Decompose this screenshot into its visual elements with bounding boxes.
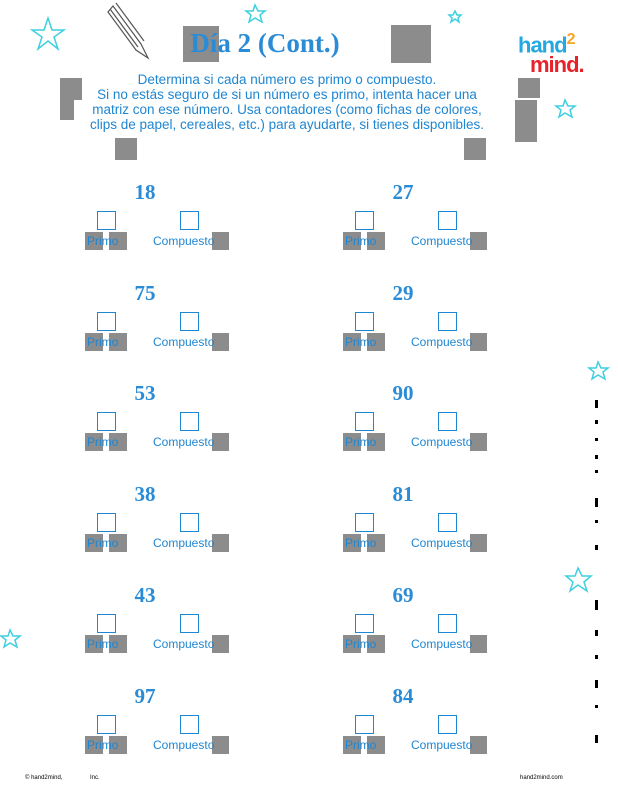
redaction-block — [115, 138, 137, 160]
prime-checkbox[interactable] — [97, 412, 116, 431]
composite-checkbox[interactable] — [180, 312, 199, 331]
composite-label: Compuesto — [153, 536, 215, 550]
redaction-block — [470, 232, 487, 250]
redaction-block — [515, 100, 537, 142]
star-icon — [246, 5, 265, 22]
composite-label: Compuesto — [153, 435, 215, 449]
star-icon — [566, 568, 591, 591]
composite-label: Compuesto — [153, 335, 215, 349]
prime-checkbox[interactable] — [355, 211, 374, 230]
composite-label: Compuesto — [411, 435, 473, 449]
prime-label: Primo — [87, 738, 119, 752]
problem-number: 53 — [134, 381, 156, 405]
prime-label: Primo — [87, 234, 119, 248]
prime-label: Primo — [345, 536, 377, 550]
composite-checkbox[interactable] — [180, 614, 199, 633]
star-icon — [449, 11, 461, 22]
prime-label: Primo — [87, 536, 119, 550]
prime-label: Primo — [345, 234, 377, 248]
problem-number: 18 — [134, 180, 156, 204]
pencil-icon — [108, 3, 148, 58]
composite-checkbox[interactable] — [438, 312, 457, 331]
redaction-block — [212, 232, 229, 250]
composite-label: Compuesto — [153, 234, 215, 248]
problem-number: 81 — [392, 482, 414, 506]
page-title: Día 2 (Cont.) — [190, 28, 340, 58]
composite-label: Compuesto — [411, 536, 473, 550]
composite-checkbox[interactable] — [438, 211, 457, 230]
problem-number: 97 — [134, 684, 156, 708]
composite-label: Compuesto — [411, 234, 473, 248]
composite-checkbox[interactable] — [180, 211, 199, 230]
problem-number: 75 — [134, 281, 156, 305]
problem-number: 29 — [392, 281, 414, 305]
prime-label: Primo — [345, 435, 377, 449]
composite-label: Compuesto — [153, 738, 215, 752]
prime-label: Primo — [87, 637, 119, 651]
problem-number: 38 — [134, 482, 156, 506]
star-icon — [556, 100, 575, 117]
prime-checkbox[interactable] — [355, 312, 374, 331]
composite-checkbox[interactable] — [438, 412, 457, 431]
redaction-block — [212, 333, 229, 351]
prime-checkbox[interactable] — [97, 715, 116, 734]
composite-label: Compuesto — [411, 335, 473, 349]
prime-label: Primo — [345, 637, 377, 651]
problem-number: 90 — [392, 381, 414, 405]
composite-label: Compuesto — [153, 637, 215, 651]
redaction-block — [470, 736, 487, 754]
brand-logo: hand$^2$ mind. — [518, 31, 584, 78]
prime-checkbox[interactable] — [97, 312, 116, 331]
problem-number: 69 — [392, 583, 414, 607]
redaction-block — [212, 433, 229, 451]
prime-checkbox[interactable] — [97, 211, 116, 230]
composite-checkbox[interactable] — [438, 715, 457, 734]
footer-copyright: © hand2mind, — [25, 775, 63, 781]
redaction-block — [212, 534, 229, 552]
composite-checkbox[interactable] — [438, 513, 457, 532]
instructions: Determina si cada número es primo o compuesto. Si no estás seguro de si un número es primo, intenta hacer una matriz con ese número. Usa contadores (como fichas de colores, clips de papel, cereales, etc.) para ayudarte, si tienes disponibles. — [90, 72, 484, 132]
redaction-block — [518, 78, 540, 98]
problem-number: 27 — [392, 180, 414, 204]
problem-number: 43 — [134, 583, 156, 607]
redaction-block — [470, 333, 487, 351]
redaction-block — [470, 433, 487, 451]
redaction-block — [391, 25, 431, 63]
prime-checkbox[interactable] — [97, 513, 116, 532]
star-icon — [589, 362, 608, 379]
prime-label: Primo — [87, 435, 119, 449]
composite-label: Compuesto — [411, 738, 473, 752]
footer-site: hand2mind.com — [520, 775, 563, 781]
redaction-block — [470, 534, 487, 552]
redaction-block — [212, 736, 229, 754]
prime-label: Primo — [345, 738, 377, 752]
problem-number: 84 — [392, 684, 414, 708]
footer-inc: Inc. — [90, 775, 100, 781]
star-icon — [32, 18, 64, 49]
composite-checkbox[interactable] — [180, 715, 199, 734]
prime-label: Primo — [87, 335, 119, 349]
prime-checkbox[interactable] — [355, 614, 374, 633]
composite-checkbox[interactable] — [180, 513, 199, 532]
prime-checkbox[interactable] — [355, 513, 374, 532]
redaction-block — [464, 138, 486, 160]
redaction-block — [212, 635, 229, 653]
prime-label: Primo — [345, 335, 377, 349]
prime-checkbox[interactable] — [97, 614, 116, 633]
redaction-block — [470, 635, 487, 653]
composite-label: Compuesto — [411, 637, 473, 651]
prime-checkbox[interactable] — [355, 412, 374, 431]
prime-checkbox[interactable] — [355, 715, 374, 734]
star-icon — [1, 630, 20, 647]
composite-checkbox[interactable] — [180, 412, 199, 431]
composite-checkbox[interactable] — [438, 614, 457, 633]
